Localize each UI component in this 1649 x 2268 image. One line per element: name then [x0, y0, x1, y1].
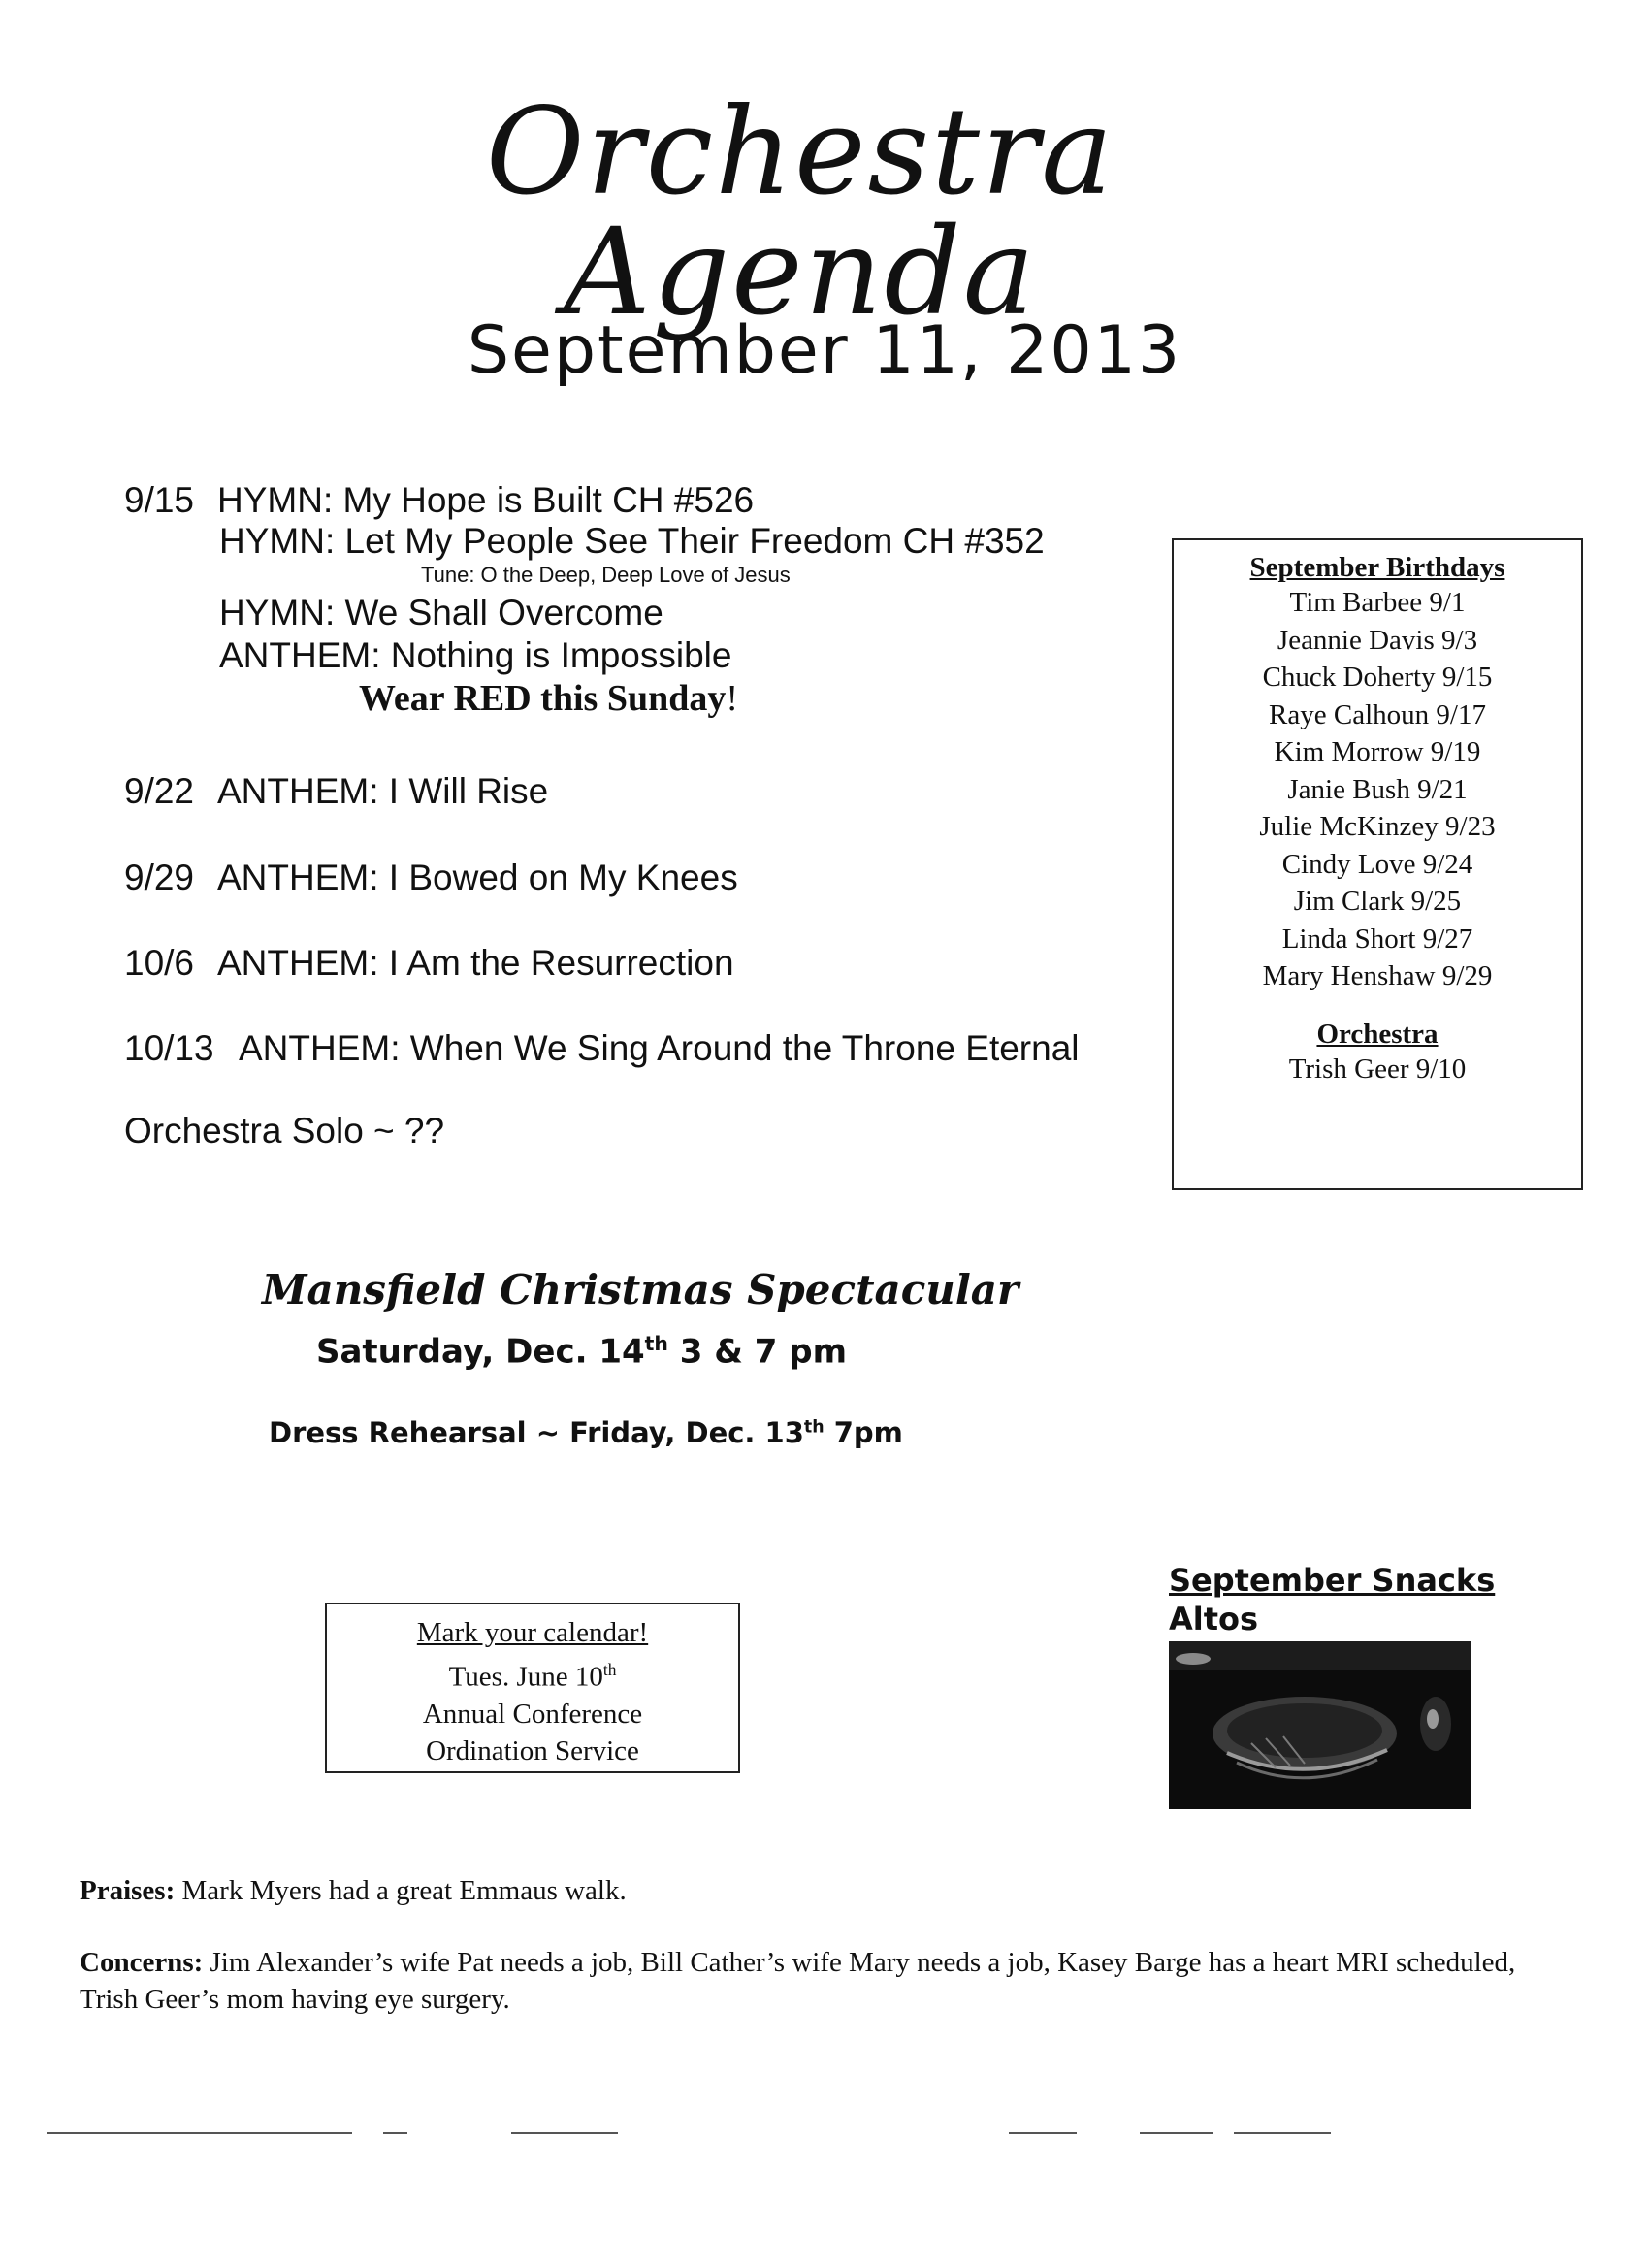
orchestra-birthday-entry: Trish Geer 9/10 — [1288, 1053, 1467, 1085]
footer-rule — [47, 2132, 352, 2134]
event-performance-date: Saturday, Dec. 14 — [316, 1332, 645, 1372]
orchestra-solo: Orchestra Solo ~ ?? — [124, 1111, 445, 1150]
calendar-event-line-2: Ordination Service — [426, 1734, 639, 1766]
birthday-entry: Jim Clark 9/25 — [1293, 886, 1462, 917]
schedule-date-1013: 10/13 — [124, 1028, 214, 1068]
birthdays-box — [1172, 538, 1583, 1190]
footer-rule — [1140, 2132, 1212, 2134]
concerns-text: Jim Alexander’s wife Pat needs a job, Bill Cather’s wife Mary needs a job, Kasey Barge has a heart MRI scheduled, Trish Geer’s mom having eye surgery. — [80, 1947, 1516, 2015]
event-rehearsal-time: 7pm — [824, 1416, 903, 1449]
event-rehearsal-suffix: th — [803, 1417, 824, 1438]
schedule-date-1006: 10/6 — [124, 943, 195, 983]
schedule-date-0929: 9/29 — [124, 858, 195, 897]
schedule-hymn-2: HYMN: Let My People See Their Freedom CH #352 — [219, 521, 1045, 561]
schedule-anthem-1006: ANTHEM: I Am the Resurrection — [217, 943, 734, 983]
birthday-entry: Cindy Love 9/24 — [1281, 848, 1473, 880]
event-rehearsal-date: Dress Rehearsal ~ Friday, Dec. 13 — [269, 1416, 804, 1449]
birthday-entry: Mary Henshaw 9/29 — [1262, 960, 1493, 991]
schedule-anthem-0922: ANTHEM: I Will Rise — [217, 771, 549, 811]
event-performance-suffix: th — [644, 1332, 668, 1355]
calendar-event-line-1: Annual Conference — [422, 1698, 643, 1730]
birthday-entry: Raye Calhoun 9/17 — [1269, 698, 1486, 730]
orchestra-birthdays-title: Orchestra — [1316, 1018, 1439, 1050]
agenda-title: Orchestra Agenda — [485, 82, 1116, 342]
snacks-photo — [1169, 1641, 1471, 1809]
concerns-line — [80, 1944, 1544, 2018]
event-title: Mansfield Christmas Spectacular — [262, 1266, 1019, 1313]
birthday-entry: Tim Barbee 9/1 — [1289, 587, 1466, 618]
schedule-hymn-1: HYMN: My Hope is Built CH #526 — [217, 480, 755, 520]
snacks-title: September Snacks — [1169, 1562, 1496, 1599]
calendar-date: Tues. June 10 — [448, 1661, 603, 1693]
praises-label: Praises: — [80, 1875, 176, 1906]
wear-red-exclamation: ! — [726, 678, 739, 719]
schedule-date-0922: 9/22 — [124, 771, 195, 811]
event-rehearsal-line — [269, 1416, 903, 1449]
event-performance-line — [316, 1332, 847, 1371]
calendar-date-suffix: th — [602, 1660, 617, 1679]
birthday-entry: Kim Morrow 9/19 — [1274, 736, 1481, 767]
birthday-entry: Linda Short 9/27 — [1281, 923, 1473, 955]
footer-rule — [1009, 2132, 1077, 2134]
calendar-title: Mark your calendar! — [416, 1617, 649, 1648]
birthday-entry: Janie Bush 9/21 — [1287, 773, 1468, 805]
praises-line — [80, 1872, 627, 1909]
snacks-photo-image — [1169, 1641, 1471, 1809]
schedule-anthem-1013: ANTHEM: When We Sing Around the Throne Eternal — [239, 1028, 1080, 1068]
birthday-entry: Chuck Doherty 9/15 — [1262, 662, 1493, 693]
praises-text: Mark Myers had a great Emmaus walk. — [175, 1875, 627, 1906]
schedule-date-0915: 9/15 — [124, 480, 195, 520]
calendar-date-line — [327, 1651, 738, 1696]
birthday-entry: Jeannie Davis 9/3 — [1277, 624, 1478, 656]
wear-red-notice — [359, 677, 738, 720]
concerns-label: Concerns: — [80, 1947, 204, 1978]
agenda-date: September 11, 2013 — [467, 312, 1182, 389]
snacks-group: Altos — [1169, 1601, 1259, 1637]
calendar-box — [325, 1603, 740, 1773]
birthday-entry: Julie McKinzey 9/23 — [1259, 811, 1496, 842]
birthdays-list — [1174, 584, 1581, 995]
orchestra-birthdays-list — [1174, 1051, 1581, 1088]
footer-rule — [1234, 2132, 1331, 2134]
schedule-hymn-3: HYMN: We Shall Overcome — [219, 593, 663, 632]
event-performance-time: 3 & 7 pm — [667, 1332, 848, 1372]
footer-rule — [383, 2132, 407, 2134]
birthdays-title: September Birthdays — [1249, 552, 1505, 583]
schedule-anthem-0929: ANTHEM: I Bowed on My Knees — [217, 858, 738, 897]
schedule-anthem-0915: ANTHEM: Nothing is Impossible — [219, 635, 732, 675]
wear-red-text: Wear RED this Sunday — [359, 678, 727, 719]
footer-rule — [511, 2132, 618, 2134]
schedule-tune-note: Tune: O the Deep, Deep Love of Jesus — [421, 563, 791, 587]
